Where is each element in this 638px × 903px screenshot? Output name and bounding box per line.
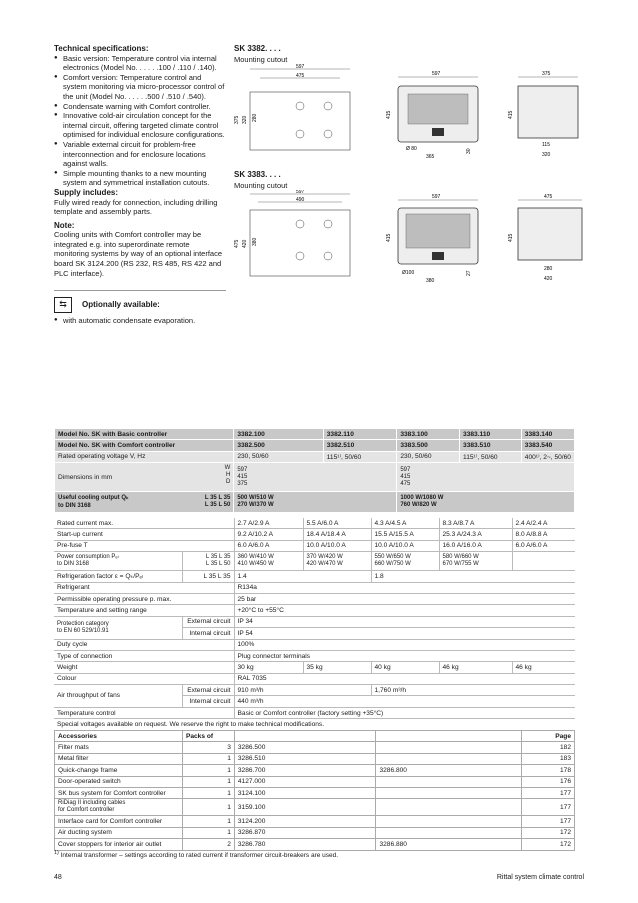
table-row xyxy=(55,463,575,492)
dim-label: 597 xyxy=(432,71,441,77)
dim-label: Ø100 xyxy=(402,270,415,276)
dim-label: 415 xyxy=(386,233,392,242)
table-cell: 46 kg xyxy=(439,662,512,673)
table-cell: Rated operating voltage V, Hz xyxy=(55,451,234,462)
drawing1-subtitle: Mounting cutout xyxy=(234,55,288,64)
table-cell: 2 xyxy=(182,839,234,850)
table-cell: 597 415 375 xyxy=(234,463,397,492)
dim-label: 597 xyxy=(432,194,441,200)
dim-label: 320 xyxy=(542,152,551,158)
table-cell: RAL 7035 xyxy=(234,673,575,684)
table-cell: Basic or Comfort controller (factory setting +35°C) xyxy=(234,707,575,718)
table-cell: Model No. SK with Basic controller xyxy=(55,429,234,440)
table-cell: 4127.000 xyxy=(234,776,376,787)
dim-label: 415 xyxy=(508,110,514,119)
table-cell: 1 xyxy=(182,753,234,764)
table-cell: 3383.510 xyxy=(460,440,522,451)
table-cell: 177 xyxy=(522,787,575,798)
unit-side-view xyxy=(518,208,582,260)
table-cell: 1 xyxy=(182,827,234,838)
table-cell: Internal circuit xyxy=(182,696,234,707)
table-cell: 40 kg xyxy=(371,662,439,673)
table-cell: 2.4 A/2.4 A xyxy=(512,518,575,529)
table-cell: 3383.110 xyxy=(460,429,522,440)
table-cell: 1,760 m³/h xyxy=(371,685,575,696)
cutout-outline xyxy=(250,92,350,150)
dim-label: 475 xyxy=(296,73,305,79)
table-cell: 4.3 A/4.5 A xyxy=(371,518,439,529)
table-cell: Permissible operating pressure p. max. xyxy=(54,593,234,604)
table-cell: 177 xyxy=(522,816,575,827)
table-cell: R134a xyxy=(234,582,575,593)
table-cell xyxy=(376,827,522,838)
table-row xyxy=(55,742,575,753)
table-cell: 3286.880 xyxy=(376,839,522,850)
table-cell: Air throughput of fans xyxy=(54,685,182,708)
table-cell: 1000 W/1080 W 760 W/820 W xyxy=(397,492,575,513)
table-row xyxy=(55,776,575,787)
table-cell: 9.2 A/10.2 A xyxy=(234,529,303,540)
table-cell: 597 415 475 xyxy=(397,463,575,492)
table-cell: Filter mats xyxy=(55,742,183,753)
table-cell: 3382.500 xyxy=(234,440,323,451)
swap-arrows-icon: ⇆ xyxy=(54,297,72,313)
table-cell: L 35 L 35 L 35 L 50 xyxy=(182,552,234,571)
table-cell: 16.0 A/16.0 A xyxy=(439,540,512,551)
table-row xyxy=(54,616,575,627)
table-cell: 500 W/510 W 270 W/370 W xyxy=(234,492,397,513)
table-row xyxy=(54,662,575,673)
dim-label: 415 xyxy=(508,233,514,242)
table-cell: 3383.140 xyxy=(521,429,574,440)
table-cell: 3383.500 xyxy=(397,440,460,451)
table-cell: Door-operated switch xyxy=(55,776,183,787)
table-cell: 550 W/650 W 660 W/750 W xyxy=(371,552,439,571)
unit-side-view xyxy=(518,86,578,138)
table-row xyxy=(54,571,575,582)
table-cell xyxy=(376,753,522,764)
table-cell: SK bus system for Comfort controller xyxy=(55,787,183,798)
accessories-table xyxy=(54,730,575,851)
table-cell: External circuit xyxy=(182,616,234,627)
table-cell: 1 xyxy=(182,776,234,787)
page-number: 48 xyxy=(54,874,62,881)
table-cell xyxy=(376,787,522,798)
table-row xyxy=(55,839,575,850)
dim-label: 115 xyxy=(542,142,550,148)
table-row xyxy=(54,582,575,593)
list-item: ● Basic version: Temperature control via internal electronics (Model No. . . . . .100 / .110 / .140). xyxy=(54,54,226,73)
model-table xyxy=(54,428,575,513)
table-cell: 6.0 A/6.0 A xyxy=(234,540,303,551)
table-row xyxy=(55,765,575,776)
dim-label: 375 xyxy=(542,71,551,77)
table-row xyxy=(54,529,575,540)
optional-header xyxy=(54,297,226,313)
table-cell: 8.0 A/8.8 A xyxy=(512,529,575,540)
table-row xyxy=(54,605,575,616)
table-cell: 3159.100 xyxy=(234,799,376,816)
table-cell: 5.5 A/6.0 A xyxy=(303,518,371,529)
drawing2-subtitle: Mounting cutout xyxy=(234,181,288,190)
table-cell: 400¹⁾, 2~, 50/60 xyxy=(521,451,574,462)
divider xyxy=(54,290,226,291)
table-cell: 3382.110 xyxy=(323,429,397,440)
table-row xyxy=(54,719,575,730)
footnote-text: Internal transformer – settings according to rated current if transformer circuit-breakers are used. xyxy=(60,852,339,860)
specs-column xyxy=(54,44,226,326)
table-cell: External circuit xyxy=(182,685,234,696)
table-cell xyxy=(376,816,522,827)
note-heading: Note: xyxy=(54,220,75,230)
table-cell: 3124.200 xyxy=(234,816,376,827)
table-cell: 183 xyxy=(522,753,575,764)
table-cell: 910 m³/h xyxy=(234,685,371,696)
table-cell: Model No. SK with Comfort controller xyxy=(55,440,234,451)
table-cell: Refrigerant xyxy=(54,582,234,593)
table-cell: Internal circuit xyxy=(182,628,234,639)
table-row xyxy=(55,429,575,440)
dim-label: 420 xyxy=(242,239,248,248)
dim-label: 280 xyxy=(252,113,258,122)
table-cell: 3286.500 xyxy=(234,742,376,753)
optional-heading: Optionally available: xyxy=(82,300,160,310)
tech-spec-list xyxy=(54,54,226,188)
table-row xyxy=(55,827,575,838)
table-cell: 182 xyxy=(522,742,575,753)
column-header xyxy=(234,731,376,742)
table-cell: 1.8 xyxy=(371,571,575,582)
table-cell: 370 W/420 W 420 W/470 W xyxy=(303,552,371,571)
list-item: ● Comfort version: Temperature control and system monitoring via micro-processor control of the unit (Model No. . . . . .500 / .510 / .540). xyxy=(54,73,226,102)
table-cell: 15.5 A/15.5 A xyxy=(371,529,439,540)
table-cell: 3 xyxy=(182,742,234,753)
table-cell: 3383.540 xyxy=(521,440,574,451)
table-cell: 30 kg xyxy=(234,662,303,673)
dim-label: 320 xyxy=(242,115,248,124)
table-cell: +20°C to +55°C xyxy=(234,605,575,616)
row-keys: L 35 L 35 L 35 L 50 xyxy=(204,495,231,509)
table-cell: 6.0 A/6.0 A xyxy=(512,540,575,551)
table-row xyxy=(54,540,575,551)
table-cell: 172 xyxy=(522,839,575,850)
table-cell: Duty cycle xyxy=(54,639,234,650)
table-cell: 177 xyxy=(522,799,575,816)
dim-label: 597 xyxy=(296,190,305,195)
row-label: Dimensions in mm xyxy=(58,473,113,481)
optional-list xyxy=(54,316,226,326)
footnote-mark: 1) xyxy=(54,850,59,856)
table-cell xyxy=(376,776,522,787)
table-row xyxy=(55,787,575,798)
table-cell: RiDiag II including cables for Comfort controller xyxy=(55,799,183,816)
table-cell: 46 kg xyxy=(512,662,575,673)
table-cell: IP 34 xyxy=(234,616,575,627)
column-header: Packs of xyxy=(182,731,234,742)
list-item: ● Simple mounting thanks to a new mounting system and symmetrical installation cutouts. xyxy=(54,169,226,188)
table-cell: 25.3 A/24.3 A xyxy=(439,529,512,540)
table-cell: 115¹⁾, 50/60 xyxy=(460,451,522,462)
table-cell: 3286.510 xyxy=(234,753,376,764)
table-cell: Temperature control xyxy=(54,707,234,718)
note-text: Cooling units with Comfort controller may be integrated e.g. into superordinate remote monitoring systems by way of an optional interface board SK 3124.200 (RS 232, RS 485, RS 422 and PLC interface). xyxy=(54,230,222,278)
table-row xyxy=(55,799,575,816)
table-cell: Protection category to EN 60 529/10.91 xyxy=(54,616,182,639)
table-cell: Temperature and setting range xyxy=(54,605,234,616)
dim-label: 490 xyxy=(296,197,305,203)
list-item: ● Innovative cold-air circulation concept for the internal circuit, offering targeted climate control optimised for individual enclosure configurations. xyxy=(54,111,226,140)
table-cell: 230, 50/60 xyxy=(234,451,323,462)
table-row xyxy=(55,753,575,764)
table-row xyxy=(54,673,575,684)
table-cell: Pre-fuse T xyxy=(54,540,234,551)
table-cell: 1 xyxy=(182,765,234,776)
column-header: Accessories xyxy=(55,731,183,742)
table-cell: Refrigeration factor ε = Qₖ/Pₑₗ xyxy=(54,571,182,582)
table-cell: L 35 L 35 xyxy=(182,571,234,582)
dim-label: 280 xyxy=(544,266,553,272)
table-cell: IP 54 xyxy=(234,628,575,639)
table-cell: Air ducting system xyxy=(55,827,183,838)
table-row xyxy=(54,685,575,696)
list-item: ● Variable external circuit for problem-free interconnection and for enclosure locations against walls. xyxy=(54,140,226,169)
table-cell: 3286.780 xyxy=(234,839,376,850)
table-cell: Rated current max. xyxy=(54,518,234,529)
dim-label: 27 xyxy=(466,270,472,276)
table-cell: 176 xyxy=(522,776,575,787)
drawing2-title: SK 3383. . . . xyxy=(234,170,281,179)
table-cell: Plug connector terminals xyxy=(234,650,575,661)
table-header-row xyxy=(55,731,575,742)
table-cell: 10.0 A/10.0 A xyxy=(371,540,439,551)
table-cell: 1 xyxy=(182,799,234,816)
table-cell: 1 xyxy=(182,816,234,827)
dim-label: 365 xyxy=(426,154,435,160)
table-row xyxy=(55,816,575,827)
table-cell: Weight xyxy=(54,662,234,673)
row-label: Useful cooling output Qₖ to DIN 3168 xyxy=(58,495,129,510)
supply-text: Fully wired ready for connection, including drilling template and assembly parts. xyxy=(54,197,218,217)
table-cell: 440 m³/h xyxy=(234,696,575,707)
table-cell xyxy=(512,552,575,571)
table-cell: 172 xyxy=(522,827,575,838)
row-keys: W H D xyxy=(224,465,231,486)
table-cell: 3286.800 xyxy=(376,765,522,776)
table-cell: 8.3 A/8.7 A xyxy=(439,518,512,529)
list-item: ● Condensate warning with Comfort controller. xyxy=(54,102,226,112)
dim-label: 380 xyxy=(426,278,435,284)
tech-spec-heading: Technical specifications: xyxy=(54,44,149,53)
special-voltages-note: Special voltages available on request. We reserve the right to make technical modifications. xyxy=(57,720,325,728)
table-cell: 18.4 A/18.4 A xyxy=(303,529,371,540)
dim-label: 475 xyxy=(234,239,240,248)
table-row xyxy=(55,440,575,451)
table-cell: 3382.100 xyxy=(234,429,323,440)
table-row xyxy=(54,552,575,571)
table-cell: Colour xyxy=(54,673,234,684)
table-cell: 3124.100 xyxy=(234,787,376,798)
dim-label: 475 xyxy=(544,194,553,200)
dim-label: 380 xyxy=(252,237,258,246)
table-cell: 1 xyxy=(182,787,234,798)
table-row xyxy=(54,650,575,661)
table-cell: 230, 50/60 xyxy=(397,451,460,462)
drawing2 xyxy=(230,190,590,290)
list-item: ● with automatic condensate evaporation. xyxy=(54,316,226,326)
table-row xyxy=(54,593,575,604)
dim-label: 375 xyxy=(234,115,240,124)
table-cell: Cover stoppers for interior air outlet xyxy=(55,839,183,850)
table-cell: 3382.510 xyxy=(323,440,397,451)
table-cell: Start-up current xyxy=(54,529,234,540)
table-cell: Metal filter xyxy=(55,753,183,764)
table-cell: 10.0 A/10.0 A xyxy=(303,540,371,551)
footnote xyxy=(54,850,338,859)
dim-label: Ø 80 xyxy=(406,146,417,152)
drawing1-title: SK 3382. . . . xyxy=(234,44,281,53)
drawing1 xyxy=(230,64,590,164)
table-cell: 360 W/410 W 410 W/450 W xyxy=(234,552,303,571)
column-header: Page xyxy=(522,731,575,742)
table-cell xyxy=(55,492,234,513)
table-row xyxy=(54,518,575,529)
footer-brand: Rittal system climate control xyxy=(496,874,584,881)
table-cell: 35 kg xyxy=(303,662,371,673)
dim-label: 415 xyxy=(386,110,392,119)
column-header xyxy=(376,731,522,742)
table-cell: Quick-change frame xyxy=(55,765,183,776)
table-cell xyxy=(376,799,522,816)
table-cell: 100% xyxy=(234,639,575,650)
table-cell: 25 bar xyxy=(234,593,575,604)
table-row xyxy=(54,639,575,650)
dim-label: 420 xyxy=(544,276,553,282)
table-cell: 115¹⁾, 50/60 xyxy=(323,451,397,462)
table-cell: 3286.700 xyxy=(234,765,376,776)
dim-label: 597 xyxy=(296,64,305,70)
table-row xyxy=(54,707,575,718)
table-row xyxy=(55,492,575,513)
table-cell xyxy=(376,742,522,753)
table-cell xyxy=(55,463,234,492)
table-cell: 1.4 xyxy=(234,571,371,582)
table-cell: Type of connection xyxy=(54,650,234,661)
table-row xyxy=(55,451,575,462)
table-cell: Power consumption Pₑₗ to DIN 3168 xyxy=(54,552,182,571)
dim-label: 30 xyxy=(466,148,472,154)
tech-data-table xyxy=(54,518,575,730)
table-cell: 3383.100 xyxy=(397,429,460,440)
table-cell: 2.7 A/2.9 A xyxy=(234,518,303,529)
supply-heading: Supply includes: xyxy=(54,187,119,197)
table-cell: Interface card for Comfort controller xyxy=(55,816,183,827)
table-cell: 3286.870 xyxy=(234,827,376,838)
table-cell: 580 W/660 W 670 W/755 W xyxy=(439,552,512,571)
table-cell: 178 xyxy=(522,765,575,776)
